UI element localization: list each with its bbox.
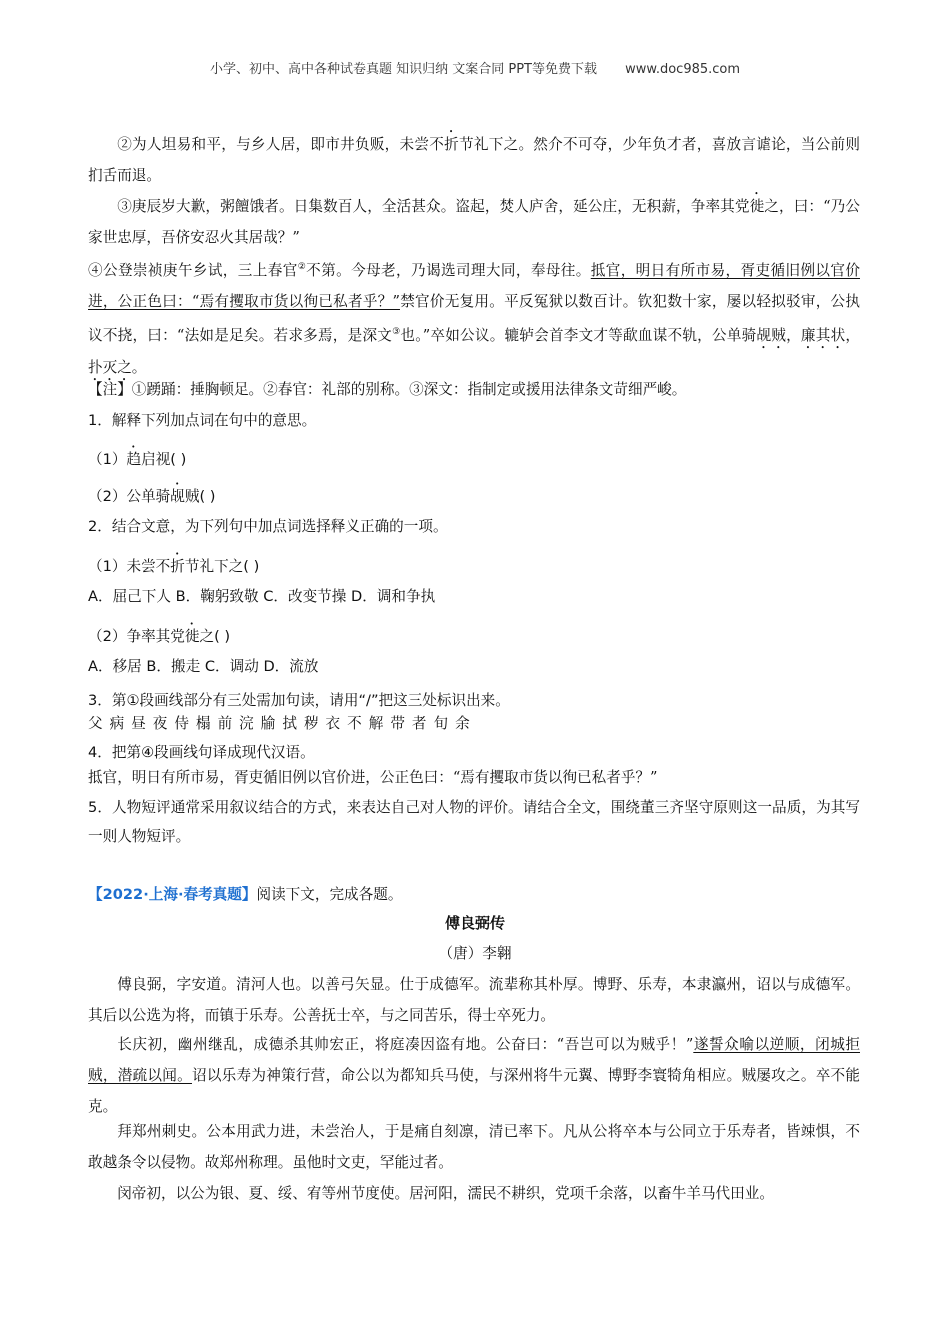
passage2-title: 傅良弼传 — [444, 914, 505, 932]
question-2-1-options: A．屈己下人 B．鞠躬致敬 C．改变节操 D．调和争执 — [88, 588, 436, 605]
passage1-paragraph-4: ④公登崇祯庚午乡试，三上春官②不第。今母老，乃谒选司理大同，奉母往。抵官，明日有所市易，胥吏循旧例以官价进，公正色曰：“焉有攫取市货以徇已私者乎？”禁官价无复用。平反冤狱以数百计。钦犯数十家，屡以轻拟驳审，公执议不挠，曰：“法如是足矣。若求多焉，是深文③也。”卒如公议。辘轳会首李文才等歃血谋不轨，公单骑觇贼，廉其状，扑灭之。 — [88, 261, 860, 376]
question-3-text: 父病昼夜侍榻前浣牏拭秽衣不解带者旬余 — [88, 715, 477, 732]
question-1: 1．解释下列加点词在句中的意思。 — [88, 412, 317, 429]
passage1-paragraph-3: ③庚辰岁大歉，粥饘饿者。日集数百人，全活甚众。盗起，焚人庐舍，延公庄，无积薪，争率其党徙之，曰：“乃公家世忠厚，吾侪安忍火其居哉？” — [88, 198, 860, 246]
question-2-2: （2）争率其党徙之( ) — [88, 628, 231, 645]
question-2-2-options: A．移居 B．搬走 C．调动 D．流放 — [88, 658, 319, 675]
question-2-1: （1）未尝不折节礼下之( ) — [88, 558, 260, 575]
dotted-word: 折 — [444, 136, 459, 153]
question-4: 4．把第④段画线句译成现代汉语。 — [88, 744, 315, 761]
passage2-paragraph-1: 傅良弼，字安道。清河人也。以善弓矢显。仕于成德军。流辈称其朴厚。博野、乐寿，本隶瀛州，诏以与成德军。其后以公选为将，而镇于乐寿。公善抚士卒，与之同苦乐，得士卒死力。 — [88, 976, 860, 1024]
header-url[interactable]: www.doc985.com — [625, 62, 741, 77]
question-1-2: （2）公单骑觇贼( ) — [88, 488, 216, 505]
passage2-paragraph-2: 长庆初，幽州继乱，成德杀其帅宏正，将庭凑因盗有地。公奋曰：“吾岂可以为贼乎！”遂誓众喻以逆顺，闭城拒贼，潜疏以闻。诏以乐寿为神策行营，命公以为都知兵马使，与深州将牛元翼、博野李寰犄角相应。贼屡攻之。卒不能克。 — [88, 1036, 860, 1115]
question-5: 5．人物短评通常采用叙议结合的方式，来表达自己对人物的评价。请结合全文，围绕董三齐坚守原则这一品质，为其写一则人物短评。 — [88, 799, 860, 845]
dotted-word: 徙 — [749, 198, 765, 215]
passage2-heading: 【2022·上海·春考真题】阅读下文，完成各题。 — [88, 886, 403, 903]
underlined-sentence: 抵官，明日有所市易，胥吏循旧例以官价进，公正色曰：“焉有攫取市货以徇已私者乎？” — [88, 261, 860, 310]
underlined-sentence: 遂誓众喻以逆顺，闭城拒贼，潜疏以闻。 — [88, 1036, 860, 1084]
passage1-paragraph-2: ②为人坦易和平，与乡人居，即市井负贩，未尝不折节礼下之。然介不可夺，少年负才者，喜放言谑论，当公前则扪舌而退。 — [88, 136, 860, 184]
source-tag: 【2022·上海·春考真题】 — [88, 886, 257, 903]
passage2-author: （唐）李翱 — [438, 945, 512, 962]
header-site-text: 小学、初中、高中各种试卷真题 知识归纳 文案合同 PPT等免费下载 — [209, 62, 597, 77]
question-1-1: （1）趋启视( ) — [88, 451, 187, 468]
question-4-text: 抵官，明日有所市易，胥吏循旧例以官价进，公正色曰：“焉有攫取市货以徇已私者乎？” — [88, 769, 658, 786]
question-3: 3．第①段画线部分有三处需加句读，请用“/”把这三处标识出来。 — [88, 692, 510, 709]
page-header — [0, 58, 950, 77]
passage2-paragraph-3: 拜郑州刺史。公本用武力进，未尝治人，于是痛自刻凛，清已率下。凡从公将卒本与公同立于乐寿者，皆竦惧，不敢越条令以侵物。故郑州称理。虽他时文吏，罕能过者。 — [88, 1123, 860, 1171]
passage2-paragraph-4: 闵帝初，以公为银、夏、绥、宥等州节度使。居河阳，濡民不耕织，党项千余落，以畜牛羊马代田业。 — [117, 1185, 774, 1202]
dotted-phrase: 觇贼，廉其状，扑灭之 — [88, 326, 860, 376]
question-2: 2．结合文意，为下列句中加点词选择释义正确的一项。 — [88, 518, 448, 535]
passage1-note: 【注】①踴踊：捶胸顿足。②春官：礼部的别称。③深文：指制定或援用法律条文苛细严峻。 — [88, 381, 687, 398]
